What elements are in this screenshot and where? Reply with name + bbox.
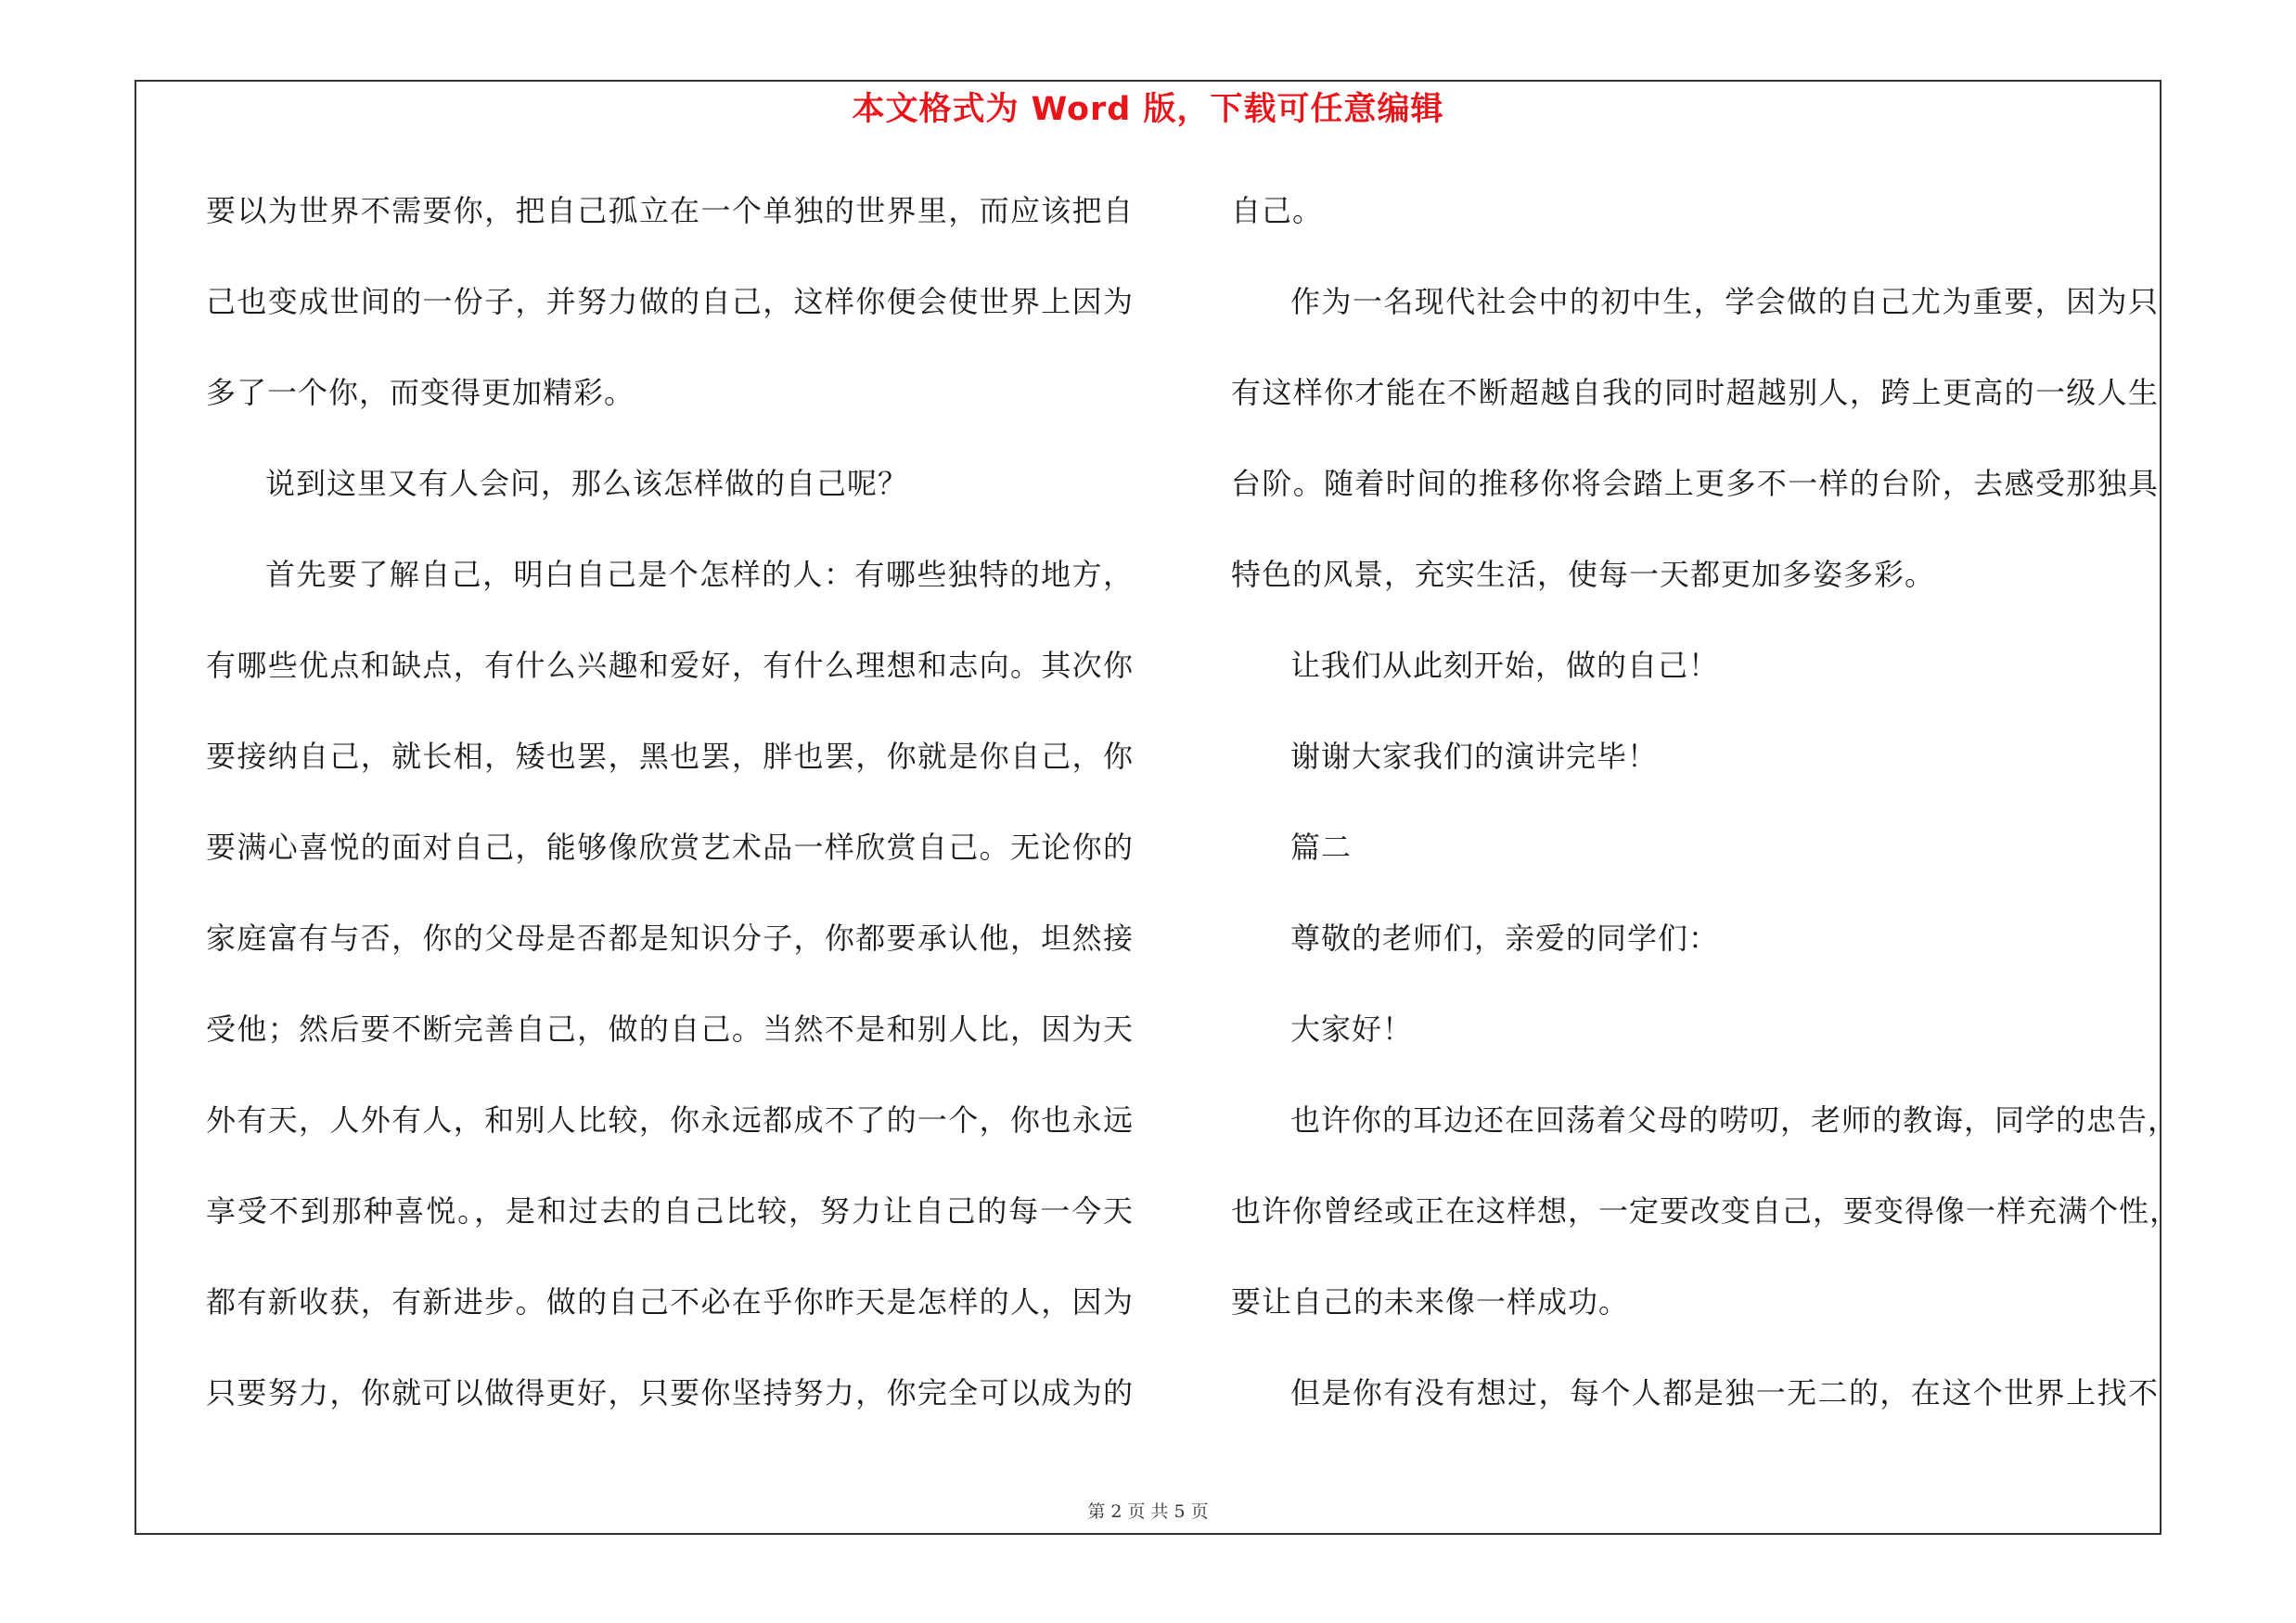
text-line: 己也变成世间的一份子，并努力做的自己，这样你便会使世界上因为 [206, 284, 1134, 319]
text-line: 要让自己的未来像一样成功。 [1231, 1284, 1630, 1320]
footer-prefix: 第 [1087, 1501, 1106, 1522]
text-line: 但是你有没有想过，每个人都是独一无二的，在这个世界上找不 [1290, 1375, 2159, 1410]
footer-middle: 页 共 [1127, 1501, 1169, 1522]
text-line: 也许你的耳边还在回荡着父母的唠叨，老师的教诲，同学的忠告， [1290, 1102, 2179, 1138]
format-banner: 本文格式为 Word 版，下载可任意编辑 [852, 91, 1444, 128]
text-line: 享受不到那种喜悦。，是和过去的自己比较，努力让自己的每一今天 [206, 1193, 1134, 1229]
text-line: 让我们从此刻开始，做的自己！ [1290, 648, 1720, 683]
text-line: 家庭富有与否，你的父母是否都是知识分子，你都要承认他，坦然接 [206, 921, 1134, 956]
left-text-column [206, 188, 1134, 1462]
right-text-column [1231, 188, 2181, 1462]
text-line: 有哪些优点和缺点，有什么兴趣和爱好，有什么理想和志向。其次你 [206, 648, 1134, 683]
page-footer [0, 1500, 2296, 1524]
text-line: 作为一名现代社会中的初中生，学会做的自己尤为重要，因为只 [1290, 284, 2159, 319]
text-line: 有这样你才能在不断超越自我的同时超越别人，跨上更高的一级人生 [1231, 375, 2159, 410]
text-line: 首先要了解自己，明白自己是个怎样的人：有哪些独特的地方， [265, 557, 1134, 592]
footer-suffix: 页 [1190, 1501, 1209, 1522]
footer-total-pages: 5 [1174, 1501, 1186, 1522]
text-line: 外有天，人外有人，和别人比较，你永远都成不了的一个，你也永远 [206, 1102, 1134, 1138]
text-line: 要接纳自己，就长相，矮也罢，黑也罢，胖也罢，你就是你自己，你 [206, 739, 1134, 774]
text-line: 要满心喜悦的面对自己，能够像欣赏艺术品一样欣赏自己。无论你的 [206, 830, 1134, 865]
footer-current-page: 2 [1110, 1501, 1122, 1522]
text-line: 尊敬的老师们，亲爱的同学们： [1290, 921, 1720, 956]
text-line: 受他；然后要不断完善自己，做的自己。当然不是和别人比，因为天 [206, 1011, 1134, 1047]
text-line: 多了一个你，而变得更加精彩。 [206, 375, 635, 410]
text-line: 也许你曾经或正在这样想，一定要改变自己，要变得像一样充满个性， [1231, 1193, 2181, 1229]
text-line: 自己。 [1231, 193, 1324, 228]
text-line: 台阶。随着时间的推移你将会踏上更多不一样的台阶，去感受那独具 [1231, 466, 2159, 501]
text-line: 只要努力，你就可以做得更好，只要你坚持努力，你完全可以成为的 [206, 1375, 1134, 1410]
text-line: 篇二 [1290, 830, 1353, 865]
text-line: 大家好！ [1290, 1011, 1414, 1047]
text-line: 谢谢大家我们的演讲完毕！ [1290, 739, 1659, 774]
text-line: 要以为世界不需要你，把自己孤立在一个单独的世界里，而应该把自 [206, 193, 1134, 228]
text-line: 特色的风景，充实生活，使每一天都更加多姿多彩。 [1231, 557, 1936, 592]
text-line: 说到这里又有人会问，那么该怎样做的自己呢？ [265, 466, 909, 501]
text-line: 都有新收获，有新进步。做的自己不必在乎你昨天是怎样的人，因为 [206, 1284, 1134, 1320]
